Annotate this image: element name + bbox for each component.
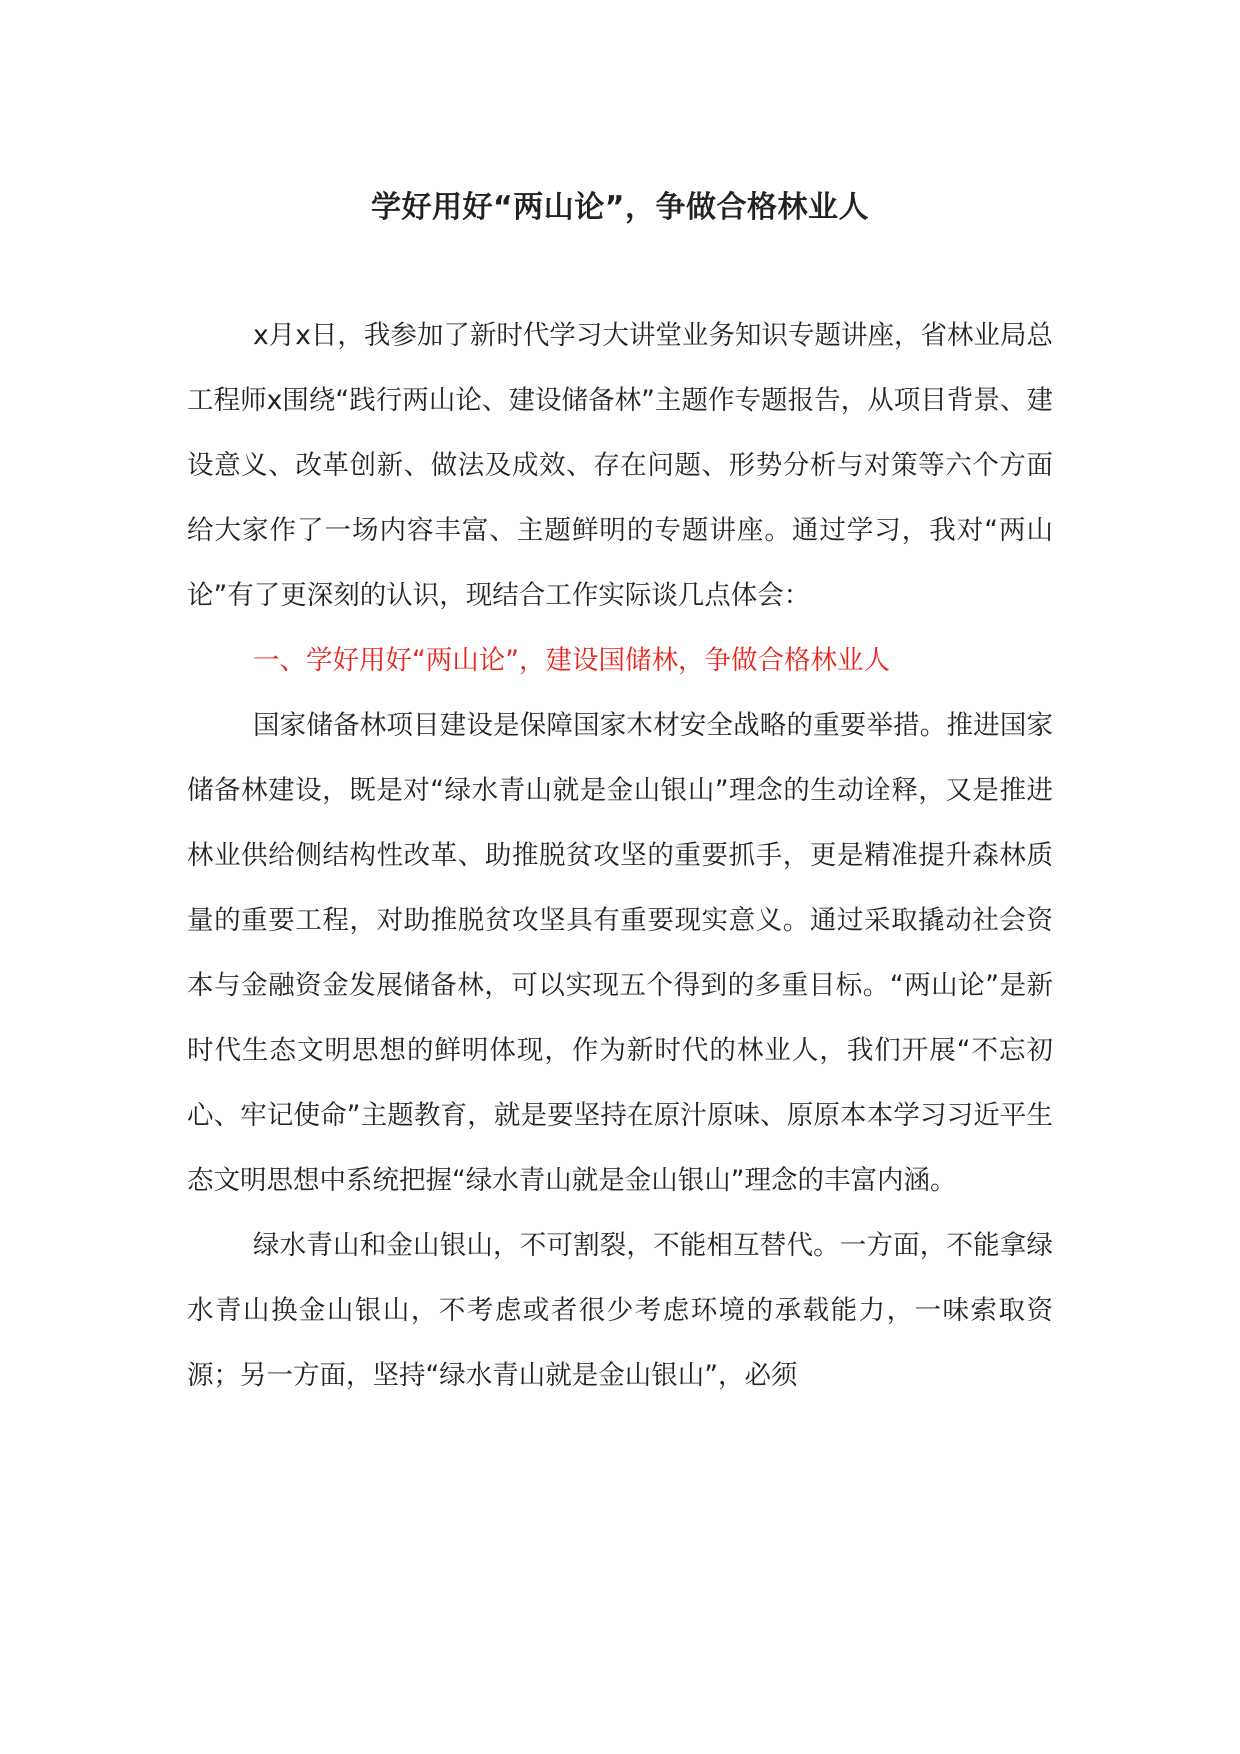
section-heading-1: 一、学好用好“两山论”，建设国储林，争做合格林业人 [253, 645, 890, 676]
document-body [187, 303, 1053, 1408]
document-title: 学好用好“两山论”，争做合格林业人 [371, 190, 869, 225]
intro-paragraph: x月x日，我参加了新时代学习大讲堂业务知识专题讲座，省林业局总工程师x围绕“践行两山论、建设储备林”主题作专题报告，从项目背景、建设意义、改革创新、做法及成效、存在问题、形势分析与对策等六个方面给大家作了一场内容丰富、主题鲜明的专题讲座。通过学习，我对“两山论”有了更深刻的认识，现结合工作实际谈几点体会： [187, 320, 1053, 611]
body-paragraph-1: 国家储备林项目建设是保障国家木材安全战略的重要举措。推进国家储备林建设，既是对“绿水青山就是金山银山”理念的生动诠释，又是推进林业供给侧结构性改革、助推脱贫攻坚的重要抓手，更是精准提升森林质量的重要工程，对助推脱贫攻坚具有重要现实意义。通过采取撬动社会资本与金融资金发展储备林，可以实现五个得到的多重目标。“两山论”是新时代生态文明思想的鲜明体现，作为新时代的林业人，我们开展“不忘初心、牢记使命”主题教育，就是要坚持在原汁原味、原原本本学习习近平生态文明思想中系统把握“绿水青山就是金山银山”理念的丰富内涵。 [187, 710, 1053, 1196]
body-paragraph-2: 绿水青山和金山银山，不可割裂，不能相互替代。一方面，不能拿绿水青山换金山银山，不考虑或者很少考虑环境的承载能力，一味索取资源；另一方面，坚持“绿水青山就是金山银山”，必须 [187, 1230, 1053, 1391]
